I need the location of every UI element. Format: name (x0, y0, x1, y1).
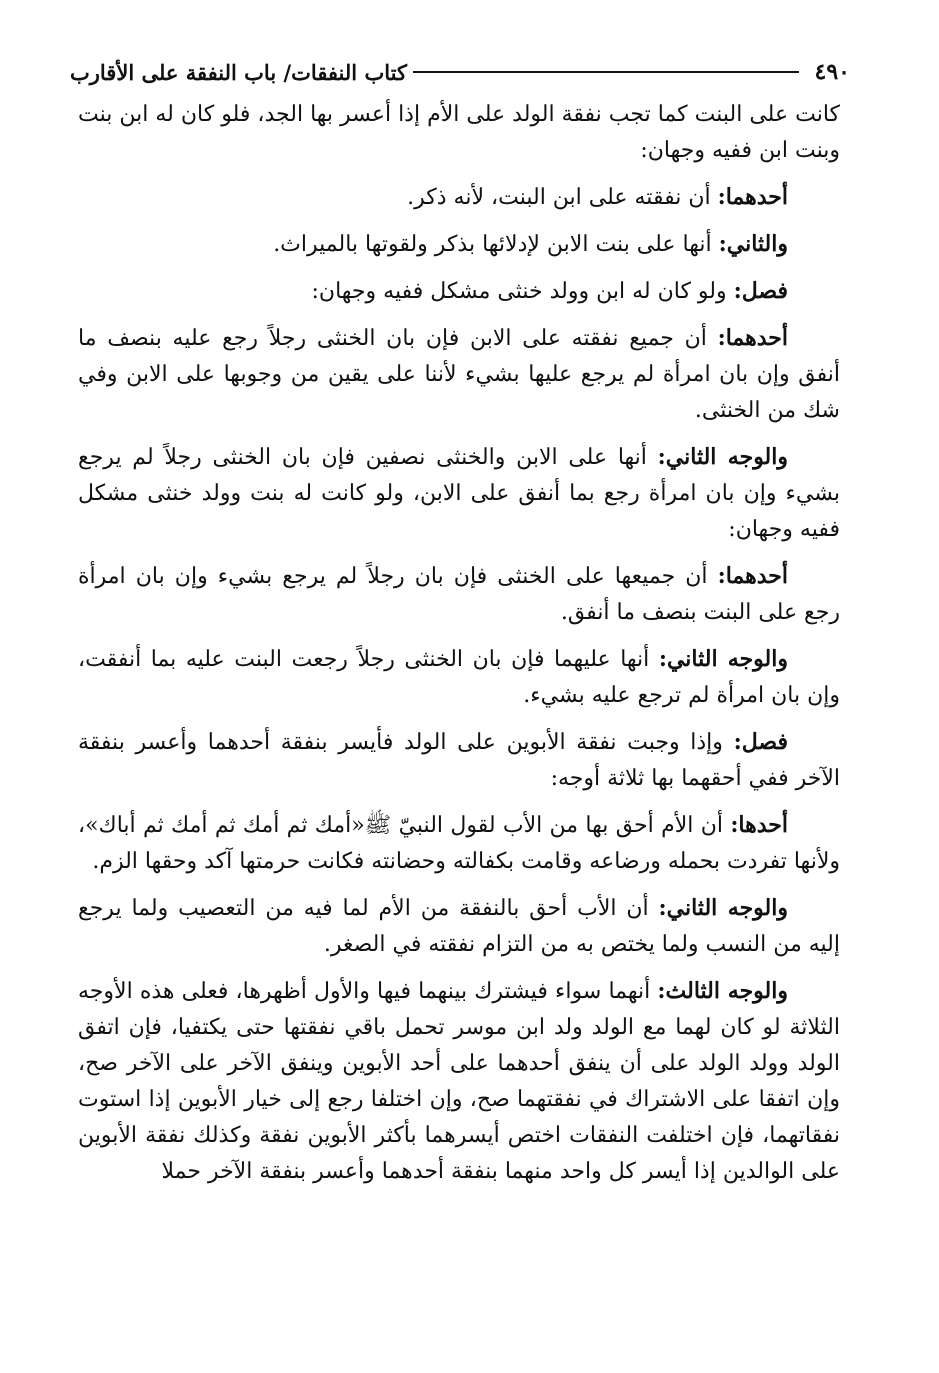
paragraph-text: أنها على الابن والخنثى نصفين فإن بان الخنثى رجلاً لم يرجع بشيء وإن بان امرأة رجع بما أنفق على الابن، ولو كانت له بنت وولد خنثى مشكل ففيه وجهان: (78, 445, 840, 542)
paragraph-term: فصل: (733, 729, 788, 755)
paragraph-text: أنها على بنت الابن لإدلائها بذكر ولقوتها بالميراث. (273, 232, 719, 257)
paragraph-term: فصل: (733, 278, 788, 304)
paragraph-text: أن نفقته على ابن البنت، لأنه ذكر. (407, 185, 718, 210)
page-header (70, 52, 850, 92)
paragraph (78, 641, 840, 714)
paragraph (78, 439, 840, 548)
paragraph (78, 558, 840, 631)
page-number: ٤٩٠ (814, 59, 850, 85)
paragraph (78, 807, 840, 880)
body-text (78, 96, 840, 1190)
paragraph-text: أن الأب أحق بالنفقة من الأم لما فيه من التعصيب ولما يرجع إليه من النسب ولما يختص به من التزام نفقته في الصغر. (78, 896, 840, 957)
paragraph-text: أنها عليهما فإن بان الخنثى رجلاً رجعت البنت عليه بما أنفقت، وإن بان امرأة لم ترجع عليه بشيء. (78, 647, 840, 708)
paragraph-term: والوجه الثاني: (658, 895, 788, 921)
paragraph-term: والوجه الثالث: (657, 978, 788, 1004)
paragraph (78, 724, 840, 797)
paragraph-term: أحدهما: (717, 325, 788, 351)
paragraph-text: أنهما سواء فيشترك بينهما فيها والأول أظهرها، فعلى هذه الأوجه الثلاثة لو كان لهما مع الولد ولد ابن موسر تحمل باقي نفقتها حتى يكتفيا، فإن اتفق الولد وولد الولد على أن ينفق أحدهما على أحد الأبوين وينفق الآخر على الآخر صح، وإن اتفقا على الاشتراك في نفقتهما صح، وإن اختلفا رجع إلى خيار الأبوين إذا استوت نفقاتهما، فإن اختلفت النفقات اختص أيسرهما بأكثر الأبوين نفقة وكذلك نفقة الأبوين على الوالدين إذا أيسر كل واحد منهما بنفقة أحدهما وأعسر بنفقة الآخر حملا (78, 979, 840, 1184)
paragraph-term: أحدهما: (717, 563, 788, 589)
paragraph (78, 273, 840, 310)
paragraph-term: أحدهما: (717, 184, 788, 210)
paragraph-text: ولو كان له ابن وولد خنثى مشكل ففيه وجهان: (311, 279, 734, 304)
paragraph (78, 96, 840, 169)
running-title: كتاب النفقات/ باب النفقة على الأقارب (70, 59, 407, 85)
paragraph-term: والوجه الثاني: (657, 444, 788, 470)
paragraph-text: أن الأم أحق بها من الأب لقول النبيّ ﷺ«أمك ثم أمك ثم أمك ثم أباك»، ولأنها تفردت بحمله ورضاعه وقامت بكفالته وحضانته فكانت حرمتها آكد وحقها الزم. (78, 813, 840, 874)
paragraph-text: أن جميعها على الخنثى فإن بان رجلاً لم يرجع بشيء وإن بان امرأة رجع على البنت بنصف ما أنفق. (78, 564, 840, 625)
paragraph-term: والثاني: (718, 231, 788, 257)
paragraph-text: وإذا وجبت نفقة الأبوين على الولد فأيسر بنفقة أحدهما وأعسر بنفقة الآخر ففي أحقهما بها ثلاثة أوجه: (78, 730, 840, 791)
paragraph-term: أحدها: (730, 812, 788, 838)
paragraph (78, 179, 840, 216)
paragraph-term: والوجه الثاني: (658, 646, 788, 672)
paragraph-text: أن جميع نفقته على الابن فإن بان الخنثى رجلاً رجع عليه بنصف ما أنفق وإن بان امرأة لم يرجع عليها بشيء لأننا على يقين من وجوبها على الابن وفي شك من الخنثى. (78, 326, 840, 423)
paragraph (78, 226, 840, 263)
paragraph-text: كانت على البنت كما تجب نفقة الولد على الأم إذا أعسر بها الجد، فلو كان له ابن بنت وبنت ابن ففيه وجهان: (78, 102, 840, 163)
paragraph (78, 973, 840, 1190)
paragraph (78, 890, 840, 963)
header-rule (413, 71, 799, 73)
paragraph (78, 320, 840, 429)
